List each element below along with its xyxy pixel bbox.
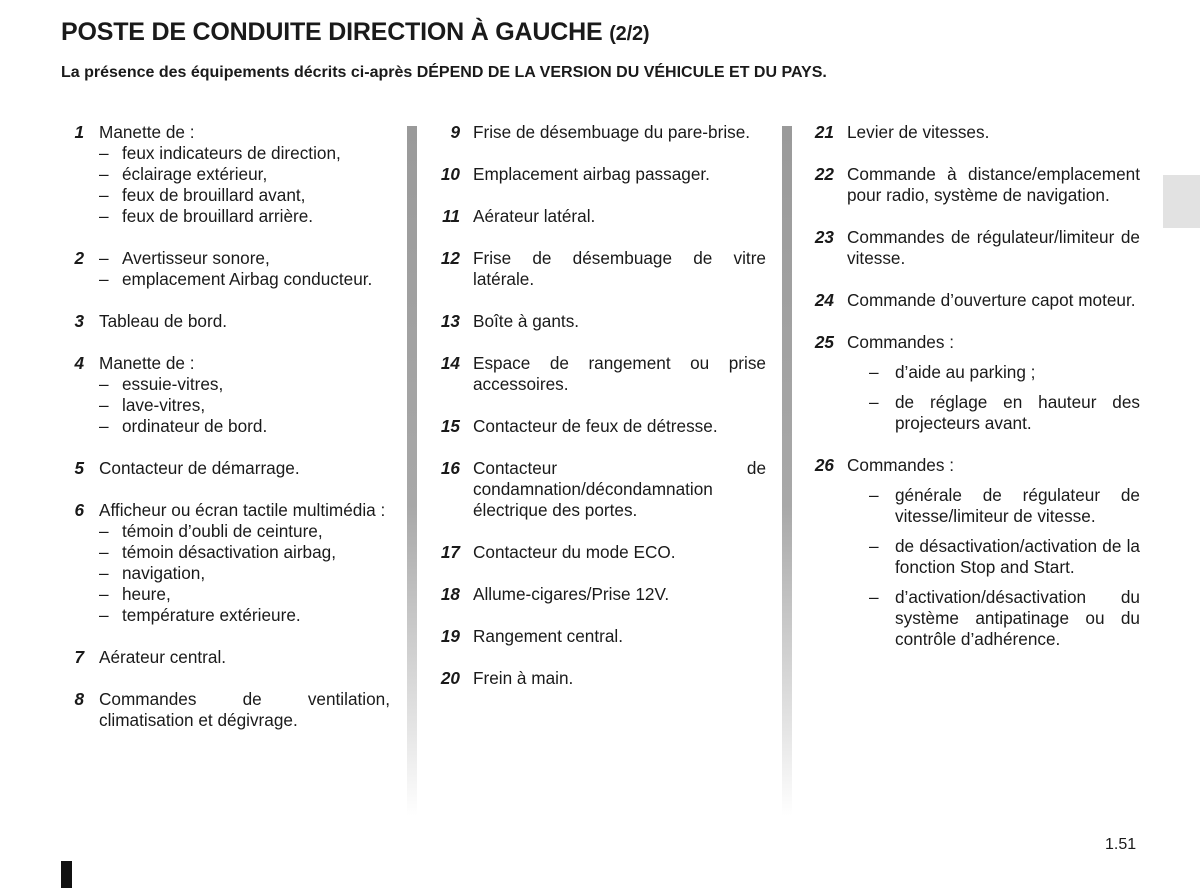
dash-bullet: – (869, 392, 879, 412)
item-number: 26 (814, 455, 834, 475)
list-item (810, 227, 1140, 269)
page-title-suffix: (2/2) (609, 23, 650, 45)
sub-item (99, 605, 390, 626)
item-text: Manette de : (99, 353, 195, 373)
sub-item-text: d’activation/désactivation du système antipatinage ou du contrôle d’adhérence. (895, 587, 1140, 649)
list-item (436, 122, 766, 143)
sub-item (99, 542, 390, 563)
sub-item (99, 206, 390, 227)
item-number: 4 (74, 353, 84, 373)
dash-bullet: – (99, 164, 109, 184)
item-number: 18 (440, 584, 460, 604)
sub-item-text: d’aide au parking ; (895, 362, 1036, 382)
sub-item (99, 143, 390, 164)
item-list-column-2 (436, 122, 766, 710)
item-number: 3 (74, 311, 84, 331)
item-number: 7 (74, 647, 84, 667)
sub-item-text: feux indicateurs de direction, (122, 143, 341, 163)
sub-item (99, 521, 390, 542)
item-number: 25 (814, 332, 834, 352)
sub-item (847, 362, 1140, 383)
sub-item-text: lave-vitres, (122, 395, 206, 415)
item-number: 13 (440, 311, 460, 331)
item-text: Levier de vitesses. (847, 122, 990, 142)
sub-item-text: témoin désactivation airbag, (122, 542, 337, 562)
item-number: 9 (450, 122, 460, 142)
item-number: 23 (814, 227, 834, 247)
sub-item (99, 563, 390, 584)
page-title-text: POSTE DE CONDUITE DIRECTION À GAUCHE (61, 18, 603, 46)
list-item (62, 689, 390, 731)
item-text: Commande d’ouverture capot moteur. (847, 290, 1136, 310)
item-text: Allume-cigares/Prise 12V. (473, 584, 670, 604)
list-item (810, 164, 1140, 206)
list-item (62, 458, 390, 479)
dash-bullet: – (99, 248, 109, 268)
item-text: Tableau de bord. (99, 311, 228, 331)
item-text: Commande à distance/emplacement pour radio, système de navigation. (847, 164, 1140, 205)
sub-item-text: de réglage en hauteur des projecteurs avant. (895, 392, 1140, 433)
item-text: Boîte à gants. (473, 311, 580, 331)
sub-item (847, 587, 1140, 650)
item-number: 12 (440, 248, 460, 268)
dash-bullet: – (99, 269, 109, 289)
item-list-column-1 (62, 122, 390, 752)
item-number: 21 (814, 122, 834, 142)
list-item (62, 311, 390, 332)
list-item (436, 311, 766, 332)
item-number: 14 (440, 353, 460, 373)
sub-item-text: générale de régulateur de vitesse/limiteur de vitesse. (895, 485, 1140, 526)
list-item (436, 248, 766, 290)
column-divider-2 (782, 126, 792, 816)
list-item (62, 500, 390, 626)
sub-item (99, 164, 390, 185)
item-number: 22 (814, 164, 834, 184)
sub-item-text: feux de brouillard avant, (122, 185, 306, 205)
item-text: Espace de rangement ou prise accessoires. (473, 353, 766, 394)
sub-item (99, 584, 390, 605)
item-text: Frise de désembuage du pare-brise. (473, 122, 751, 142)
list-item (436, 206, 766, 227)
item-text: Commandes de régulateur/limiteur de vitesse. (847, 227, 1140, 268)
item-number: 19 (440, 626, 460, 646)
sub-item (847, 392, 1140, 434)
sub-item-text: éclairage extérieur, (122, 164, 268, 184)
item-text: Frise de désembuage de vitre latérale. (473, 248, 766, 289)
sub-item-text: de désactivation/activation de la fonction Stop and Start. (895, 536, 1140, 577)
dash-bullet: – (99, 563, 109, 583)
item-text: Contacteur de démarrage. (99, 458, 300, 478)
item-text: Emplacement airbag passager. (473, 164, 710, 184)
sub-item (99, 416, 390, 437)
item-text: Contacteur de feux de détresse. (473, 416, 718, 436)
dash-bullet: – (99, 584, 109, 604)
sub-item-text: emplacement Airbag conducteur. (122, 269, 373, 289)
list-item (810, 455, 1140, 650)
page-corner-mark (61, 861, 72, 888)
item-text: Frein à main. (473, 668, 574, 688)
sub-item (99, 374, 390, 395)
list-item (436, 626, 766, 647)
dash-bullet: – (99, 374, 109, 394)
list-item (436, 584, 766, 605)
item-text: Aérateur latéral. (473, 206, 596, 226)
item-number: 2 (74, 248, 84, 268)
item-number: 5 (74, 458, 84, 478)
item-number: 17 (440, 542, 460, 562)
list-item (810, 332, 1140, 434)
item-number: 16 (440, 458, 460, 478)
sub-item (99, 269, 390, 290)
dash-bullet: – (869, 587, 879, 607)
item-number: 11 (442, 206, 460, 226)
dash-bullet: – (869, 485, 879, 505)
item-number: 20 (440, 668, 460, 688)
item-text: Commandes de ventilation, climatisation et dégivrage. (99, 689, 390, 730)
dash-bullet: – (99, 185, 109, 205)
sub-item-text: navigation, (122, 563, 206, 583)
list-item (436, 416, 766, 437)
item-number: 1 (74, 122, 84, 142)
page-number: 1.51 (1105, 836, 1137, 853)
sub-item (99, 185, 390, 206)
dash-bullet: – (99, 143, 109, 163)
list-item (62, 353, 390, 437)
dash-bullet: – (99, 395, 109, 415)
column-divider-1 (407, 126, 417, 816)
item-text: Rangement central. (473, 626, 623, 646)
item-text: Aérateur central. (99, 647, 227, 667)
dash-bullet: – (869, 536, 879, 556)
item-text: Afficheur ou écran tactile multimédia : (99, 500, 386, 520)
list-item (62, 647, 390, 668)
dash-bullet: – (99, 416, 109, 436)
sub-item-text: heure, (122, 584, 171, 604)
sub-item-text: essuie-vitres, (122, 374, 224, 394)
page-title (61, 18, 649, 47)
item-text: Manette de : (99, 122, 195, 142)
dash-bullet: – (99, 605, 109, 625)
item-text: Commandes : (847, 332, 954, 352)
sub-item (99, 248, 390, 269)
item-number: 6 (74, 500, 84, 520)
sub-item-text: température extérieure. (122, 605, 301, 625)
list-item (436, 542, 766, 563)
page-subtitle: La présence des équipements décrits ci-après DÉPEND DE LA VERSION DU VÉHICULE ET DU PAYS. (61, 64, 827, 81)
dash-bullet: – (99, 542, 109, 562)
list-item (810, 290, 1140, 311)
list-item (62, 248, 390, 290)
item-list-column-3 (810, 122, 1140, 671)
dash-bullet: – (869, 362, 879, 382)
chapter-tab (1163, 175, 1200, 228)
dash-bullet: – (99, 521, 109, 541)
item-text: Contacteur de condamnation/décondamnation électrique des portes. (473, 458, 766, 520)
sub-item-text: témoin d’oubli de ceinture, (122, 521, 323, 541)
list-item (436, 164, 766, 185)
item-text: Commandes : (847, 455, 954, 475)
item-number: 15 (440, 416, 460, 436)
list-item (810, 122, 1140, 143)
sub-item-text: Avertisseur sonore, (122, 248, 270, 268)
sub-item-text: ordinateur de bord. (122, 416, 268, 436)
sub-item-text: feux de brouillard arrière. (122, 206, 314, 226)
item-text: Contacteur du mode ECO. (473, 542, 676, 562)
list-item (436, 353, 766, 395)
sub-item (99, 395, 390, 416)
sub-item (847, 536, 1140, 578)
list-item (62, 122, 390, 227)
sub-item (847, 485, 1140, 527)
list-item (436, 458, 766, 521)
item-number: 8 (74, 689, 84, 709)
item-number: 10 (440, 164, 460, 184)
list-item (436, 668, 766, 689)
dash-bullet: – (99, 206, 109, 226)
item-number: 24 (814, 290, 834, 310)
